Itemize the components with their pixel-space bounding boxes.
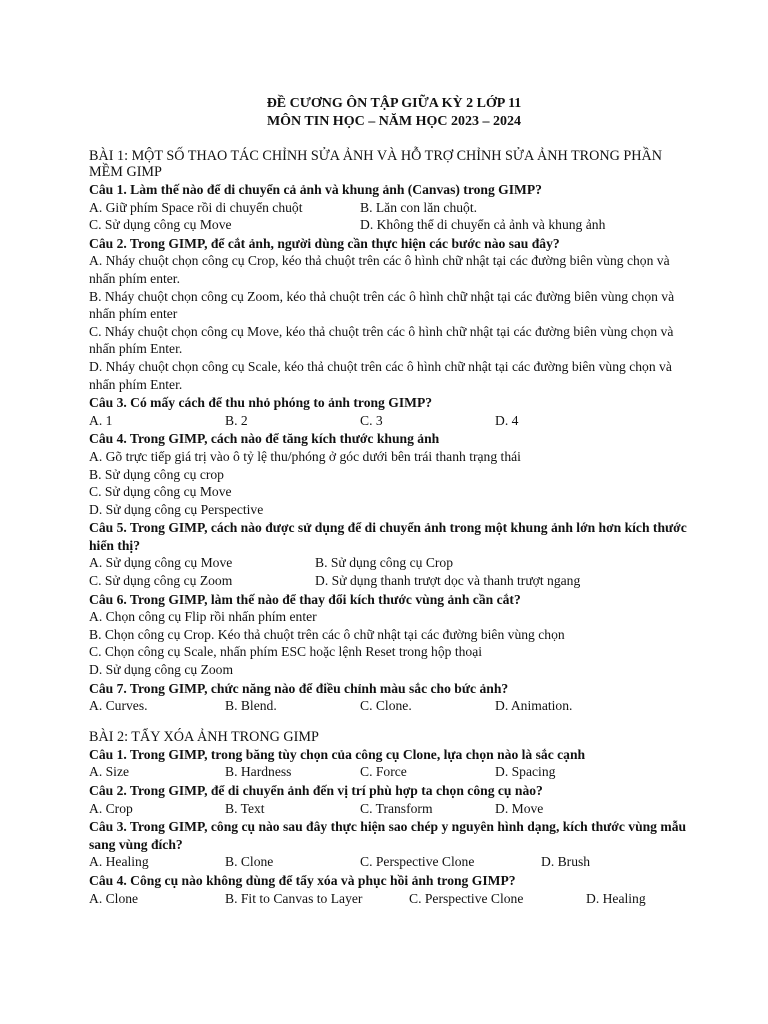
question-1-5: Câu 5. Trong GIMP, cách nào được sử dụng để di chuyển ảnh trong một khung ảnh lớn hơn kích thước hiển thị? <box>89 520 687 553</box>
question-1-2: Câu 2. Trong GIMP, để cắt ảnh, người dùng cần thực hiện các bước nào sau đây? <box>89 235 560 251</box>
question-2-1: Câu 1. Trong GIMP, trong băng tùy chọn của công cụ Clone, lựa chọn nào là sắc cạnh <box>89 746 586 762</box>
option-b: B. Sử dụng công cụ crop <box>89 466 224 482</box>
question-1-7: Câu 7. Trong GIMP, chức năng nào để điều chỉnh màu sắc cho bức ảnh? <box>89 680 509 696</box>
option-a: A. Chọn công cụ Flip rồi nhấn phím enter <box>89 609 317 625</box>
option-b: B. Hardness <box>225 764 292 780</box>
question-1-1: Câu 1. Làm thế nào để di chuyển cả ảnh và khung ảnh (Canvas) trong GIMP? <box>89 182 542 197</box>
option-a: A. Healing <box>89 854 149 870</box>
option-c: C. Clone. <box>360 698 412 714</box>
options-row <box>89 554 699 572</box>
options-row <box>89 890 699 908</box>
question-2-3: Câu 3. Trong GIMP, công cụ nào sau đây thực hiện sao chép y nguyên hình dạng, kích thước vùng mẫu sang vùng đích? <box>89 819 687 852</box>
options-row <box>89 412 699 430</box>
options-row <box>89 572 699 590</box>
option-d: D. Nháy chuột chọn công cụ Scale, kéo thả chuột trên các ô hình chữ nhật tại các đường biên vùng chọn và nhấn phím Enter. <box>89 358 672 392</box>
option-c: C. Force <box>360 764 407 780</box>
option-c: C. Perspective Clone <box>409 890 524 906</box>
option-c: C. Sử dụng công cụ Move <box>89 484 232 500</box>
question-1-4: Câu 4. Trong GIMP, cách nào để tăng kích thước khung ảnh <box>89 431 440 447</box>
doc-title-line1: ĐỀ CƯƠNG ÔN TẬP GIỮA KỲ 2 LỚP 11 <box>266 96 522 111</box>
option-a: A. 1 <box>89 412 113 428</box>
option-c: C. Chọn công cụ Scale, nhấn phím ESC hoặc lệnh Reset trong hộp thoại <box>89 644 483 660</box>
option-a: A. Size <box>89 764 130 780</box>
doc-title-line2: MÔN TIN HỌC – NĂM HỌC 2023 – 2024 <box>266 114 522 129</box>
option-c: C. Sử dụng công cụ Move <box>89 217 232 233</box>
option-b: B. 2 <box>225 412 248 428</box>
options-row <box>89 697 699 715</box>
option-b: B. Clone <box>225 854 274 870</box>
option-d: D. Sử dụng công cụ Zoom <box>89 662 234 678</box>
option-b: B. Text <box>225 800 265 816</box>
option-c: C. Nháy chuột chọn công cụ Move, kéo thả chuột trên các ô hình chữ nhật tại các đường biên vùng chọn và nhấn phím Enter. <box>89 323 674 357</box>
option-a: A. Clone <box>89 890 139 906</box>
document-page <box>89 95 699 907</box>
question-2-2: Câu 2. Trong GIMP, để di chuyển ảnh đến vị trí phù hợp ta chọn công cụ nào? <box>89 783 543 798</box>
option-b: B. Fit to Canvas to Layer <box>225 890 363 906</box>
option-b: B. Chọn công cụ Crop. Kéo thả chuột trên các ô chữ nhật tại các đường biên vùng chọn <box>89 626 565 642</box>
option-b: B. Nháy chuột chọn công cụ Zoom, kéo thả chuột trên các ô hình chữ nhật tại các đường biên vùng chọn và nhấn phím enter <box>89 288 675 322</box>
section-heading-bai1: BÀI 1: MỘT SỐ THAO TÁC CHỈNH SỬA ẢNH VÀ HỖ TRỢ CHỈNH SỬA ẢNH TRONG PHẦN MỀM GIMP <box>89 148 663 180</box>
option-d: D. Move <box>495 800 544 816</box>
option-a: A. Crop <box>89 800 133 816</box>
options-row <box>89 800 699 818</box>
options-row <box>89 763 699 781</box>
question-1-3: Câu 3. Có mấy cách để thu nhỏ phóng to ảnh trong GIMP? <box>89 395 433 411</box>
option-d: D. Animation. <box>495 698 573 714</box>
option-a: A. Gõ trực tiếp giá trị vào ô tỷ lệ thu/phóng ở góc dưới bên trái thanh trạng thái <box>89 448 521 464</box>
option-c: C. Transform <box>360 800 433 816</box>
option-a: A. Nháy chuột chọn công cụ Crop, kéo thả chuột trên các ô hình chữ nhật tại các đường biên vùng chọn và nhấn phím enter. <box>89 253 670 286</box>
option-a: A. Curves. <box>89 698 148 714</box>
option-d: D. Không thể di chuyển cả ảnh và khung ảnh <box>360 217 606 233</box>
option-c: C. Perspective Clone <box>360 854 475 870</box>
option-b: B. Sử dụng công cụ Crop <box>315 555 454 571</box>
option-a: A. Giữ phím Space rồi di chuyển chuột <box>89 199 303 215</box>
option-d: D. Healing <box>586 890 646 906</box>
options-row <box>89 216 699 234</box>
option-a: A. Sử dụng công cụ Move <box>89 555 233 571</box>
option-d: D. Sử dụng công cụ Perspective <box>89 501 264 517</box>
option-d: D. Spacing <box>495 764 556 780</box>
options-row <box>89 199 699 217</box>
option-d: D. 4 <box>495 412 519 428</box>
question-1-6: Câu 6. Trong GIMP, làm thế nào để thay đổi kích thước vùng ảnh cần cắt? <box>89 591 521 607</box>
option-d: D. Sử dụng thanh trượt dọc và thanh trượt ngang <box>315 573 581 589</box>
option-c: C. 3 <box>360 412 383 428</box>
option-b: B. Lăn con lăn chuột. <box>360 199 478 215</box>
section-heading-bai2: BÀI 2: TẨY XÓA ẢNH TRONG GIMP <box>89 728 319 745</box>
option-c: C. Sử dụng công cụ Zoom <box>89 573 233 589</box>
option-b: B. Blend. <box>225 698 277 714</box>
options-row <box>89 853 699 871</box>
option-d: D. Brush <box>541 854 591 870</box>
question-2-4: Câu 4. Công cụ nào không dùng để tẩy xóa và phục hồi ảnh trong GIMP? <box>89 872 516 888</box>
